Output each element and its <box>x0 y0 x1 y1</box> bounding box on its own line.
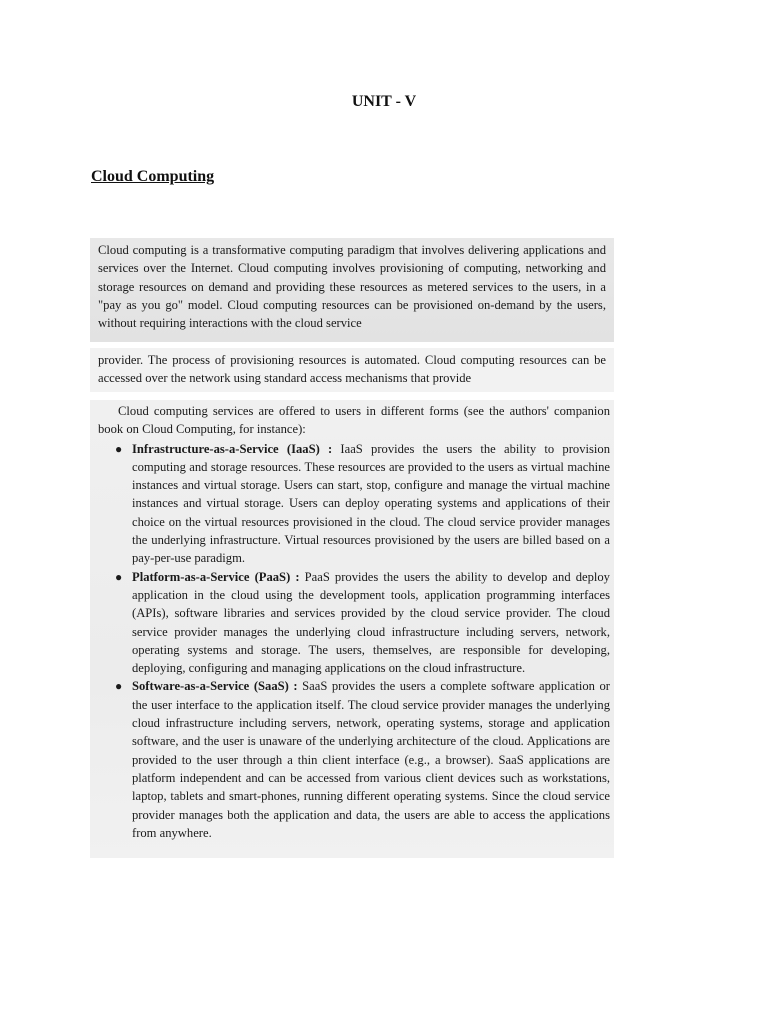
paragraph-text: provider. The process of provisioning resources is automated. Cloud computing resources can be accessed over the network using standard access mechanisms that provide <box>98 353 606 386</box>
unit-title: UNIT - V <box>351 93 417 110</box>
scanned-paragraph-2 <box>90 348 614 392</box>
term-label: Platform-as-a-Service (PaaS) : <box>132 569 300 584</box>
list-item-paas <box>98 568 610 678</box>
term-label: Infrastructure-as-a-Service (IaaS) : <box>132 441 333 456</box>
bullet-icon: ● <box>115 569 123 584</box>
scanned-services-list <box>90 400 614 858</box>
term-description: PaaS provides the users the ability to develop and deploy application in the cloud using the development tools, application programming interfaces (APIs), software libraries and services provided by the cloud service provider. The cloud service provider manages the underlying cloud infrastructure including servers, network, operating systems and storage. The users, themselves, are responsible for developing, deploying, configuring and managing applications on the cloud infrastructure. <box>132 569 610 676</box>
scanned-paragraph-1 <box>90 238 614 342</box>
bullet-icon: ● <box>115 679 123 694</box>
section-heading: Cloud Computing <box>91 168 215 185</box>
list-item-saas <box>98 677 610 842</box>
paragraph-text: Cloud computing is a transformative computing paradigm that involves delivering applications and services over the Internet. Cloud computing involves provisioning of computing, networking and storage resources on demand and providing these resources as metered services to the users, in a "pay as you go" model. Cloud computing resources can be provisioned on-demand by the users, without requiring interactions with the cloud service <box>98 243 606 331</box>
term-description: IaaS provides the users the ability to provision computing and storage resources. These resources are provided to the users as virtual machine instances and virtual storage. Users can start, stop, configure and manage the virtual machine instances and virtual storage. Users can deploy operating systems and applications of their choice on the virtual resources provisioned in the cloud. The cloud service provider manages the underlying infrastructure. Virtual resources provisioned by the users are billed based on a pay-per-use paradigm. <box>132 441 610 566</box>
list-item-iaas <box>98 440 610 568</box>
bullet-icon: ● <box>115 441 123 456</box>
services-list <box>98 440 610 843</box>
services-intro: Cloud computing services are offered to users in different forms (see the authors' companion book on Cloud Computing, for instance): <box>98 404 610 437</box>
term-label: Software-as-a-Service (SaaS) : <box>132 679 298 694</box>
term-description: SaaS provides the users a complete software application or the user interface to the application itself. The cloud service provider manages the underlying cloud infrastructure including servers, network, operating systems, storage and application software, and the user is unaware of the underlying architecture of the cloud. Applications are provided to the user through a thin client interface (e.g., a browser). SaaS applications are platform independent and can be accessed from various client devices such as workstations, laptop, tablets and smart-phones, running different operating systems. Since the cloud service provider manages both the application and data, the users are able to access the applications from anywhere. <box>132 679 610 840</box>
